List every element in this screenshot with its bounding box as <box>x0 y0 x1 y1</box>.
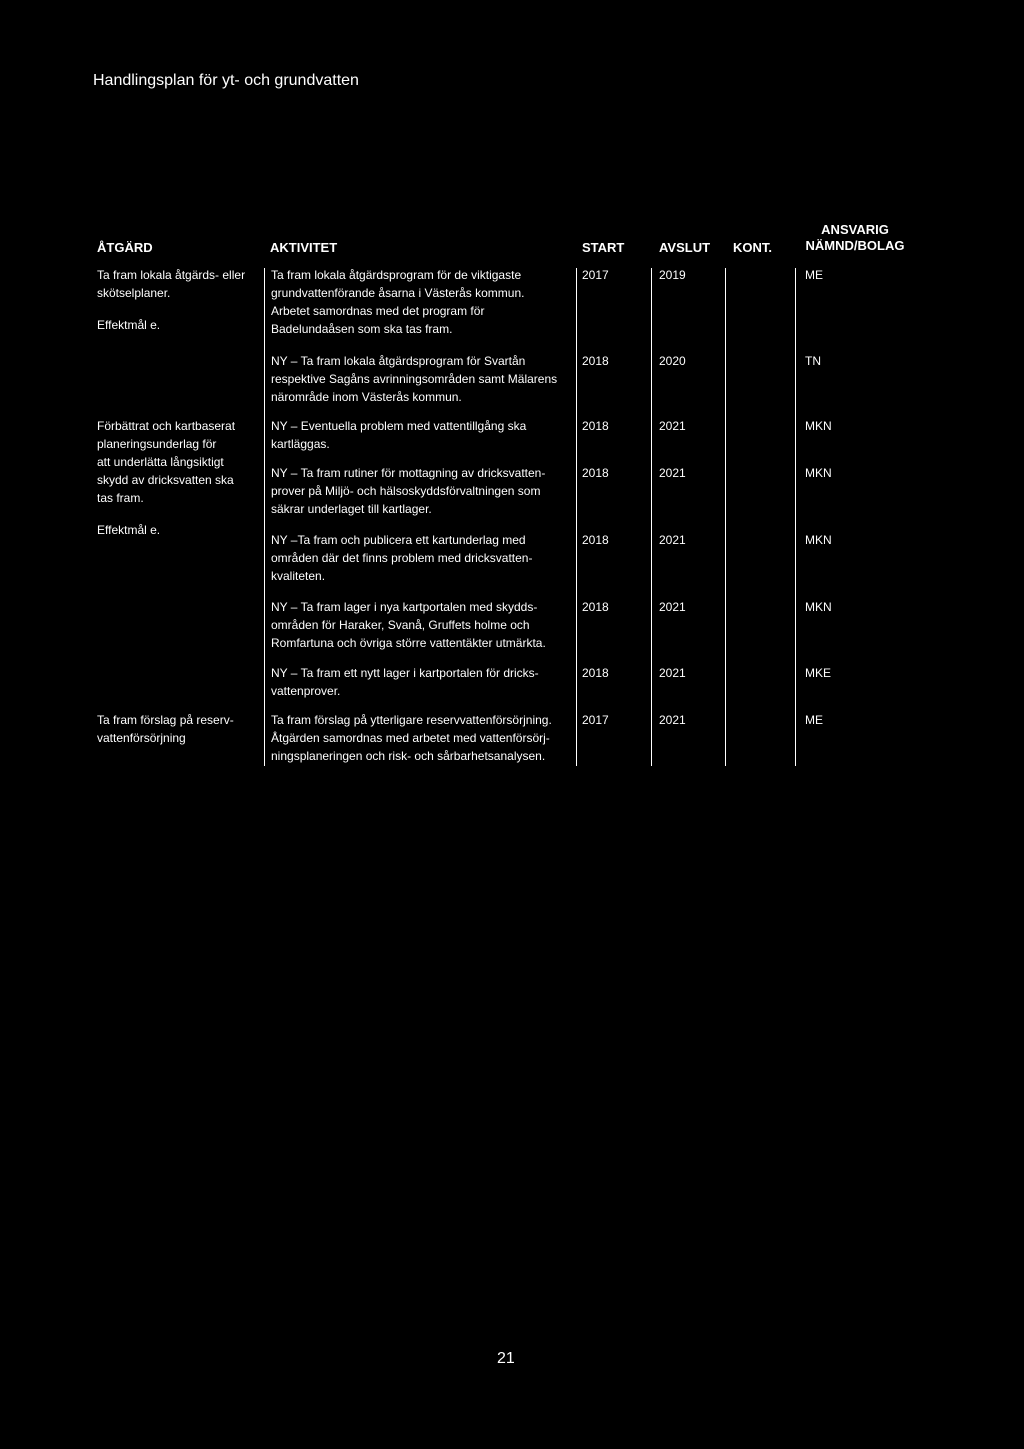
avslut-year: 2021 <box>659 419 686 433</box>
start-year: 2017 <box>582 713 609 727</box>
header-start: START <box>582 240 625 255</box>
aktivitet-line: närområde inom Västerås kommun. <box>271 390 462 404</box>
atgard-line: vattenförsörjning <box>97 731 186 745</box>
column-divider <box>576 268 577 766</box>
aktivitet-line: kartläggas. <box>271 437 330 451</box>
aktivitet-line: vattenprover. <box>271 684 341 698</box>
header-ansvarig <box>805 222 905 254</box>
ansvarig-value: MKN <box>805 600 832 614</box>
aktivitet-line: kvaliteten. <box>271 569 326 583</box>
header-ansvarig-line1: ANSVARIG <box>821 222 889 237</box>
aktivitet-row <box>271 531 532 585</box>
start-year: 2017 <box>582 268 609 282</box>
header-ansvarig-line2: NÄMND/BOLAG <box>805 238 905 253</box>
aktivitet-line: grundvattenförande åsarna i Västerås kommun. <box>271 286 525 300</box>
ansvarig-value: MKN <box>805 466 832 480</box>
aktivitet-row <box>271 664 539 700</box>
aktivitet-row <box>271 266 524 338</box>
header-kont: KONT. <box>733 240 772 255</box>
aktivitet-row <box>271 711 552 765</box>
atgard-line: att underlätta långsiktigt <box>97 455 224 469</box>
ansvarig-value: ME <box>805 713 823 727</box>
ansvarig-value: TN <box>805 354 821 368</box>
ansvarig-value: ME <box>805 268 823 282</box>
start-year: 2018 <box>582 666 609 680</box>
start-year: 2018 <box>582 533 609 547</box>
avslut-year: 2021 <box>659 666 686 680</box>
aktivitet-line: NY – Ta fram ett nytt lager i kartportalen för dricks- <box>271 666 539 680</box>
aktivitet-line: Ta fram förslag på ytterligare reservvattenförsörjning. <box>271 713 552 727</box>
atgard-lokala-atgardsplaner <box>97 266 245 334</box>
avslut-year: 2021 <box>659 466 686 480</box>
avslut-year: 2021 <box>659 533 686 547</box>
atgard-line: Förbättrat och kartbaserat <box>97 419 236 433</box>
aktivitet-line: NY – Ta fram rutiner för mottagning av dricksvatten- <box>271 466 546 480</box>
column-divider <box>725 268 726 766</box>
start-year: 2018 <box>582 600 609 614</box>
aktivitet-row <box>271 352 557 406</box>
aktivitet-line: Åtgärden samordnas med arbetet med vattenförsörj- <box>271 731 550 745</box>
ansvarig-value: MKN <box>805 419 832 433</box>
aktivitet-line: respektive Sagåns avrinningsområden samt Mälarens <box>271 372 558 386</box>
atgard-planeringsunderlag <box>97 417 235 539</box>
header-atgard: ÅTGÄRD <box>97 240 153 255</box>
aktivitet-row <box>271 464 545 518</box>
avslut-year: 2021 <box>659 713 686 727</box>
atgard-reservvattenforsorjning <box>97 711 234 747</box>
aktivitet-line: områden där det finns problem med dricksvatten- <box>271 551 533 565</box>
aktivitet-line: Ta fram lokala åtgärdsprogram för de viktigaste <box>271 268 522 282</box>
page-title: Handlingsplan för yt- och grundvatten <box>93 72 359 89</box>
avslut-year: 2019 <box>659 268 686 282</box>
atgard-line: planeringsunderlag för <box>97 437 217 451</box>
header-aktivitet: AKTIVITET <box>270 240 338 255</box>
aktivitet-line: NY – Ta fram lokala åtgärdsprogram för Svartån <box>271 354 526 368</box>
start-year: 2018 <box>582 419 609 433</box>
atgard-line: tas fram. <box>97 491 144 505</box>
header-avslut: AVSLUT <box>659 240 711 255</box>
column-divider <box>651 268 652 766</box>
atgard-line: Ta fram förslag på reserv- <box>97 713 234 727</box>
atgard-line: skydd av dricksvatten ska <box>97 473 234 487</box>
ansvarig-value: MKE <box>805 666 832 680</box>
aktivitet-line: Arbetet samordnas med det program för <box>271 304 485 318</box>
atgard-line: Ta fram lokala åtgärds- eller <box>97 268 246 282</box>
aktivitet-line: ningsplaneringen och risk- och sårbarhetsanalysen. <box>271 749 546 763</box>
aktivitet-line: Badelundaåsen som ska tas fram. <box>271 322 453 336</box>
aktivitet-line: prover på Miljö- och hälsoskyddsförvaltningen som <box>271 484 541 498</box>
atgard-line: skötselplaner. <box>97 286 171 300</box>
aktivitet-row <box>271 417 526 453</box>
aktivitet-line: Romfartuna och övriga större vattentäkter utmärkta. <box>271 636 546 650</box>
aktivitet-row <box>271 598 546 652</box>
aktivitet-line: säkrar underlaget till kartlager. <box>271 502 432 516</box>
aktivitet-line: NY –Ta fram och publicera ett kartunderlag med <box>271 533 526 547</box>
page-number: 21 <box>497 1350 515 1367</box>
column-divider <box>264 268 265 766</box>
aktivitet-line: NY – Ta fram lager i nya kartportalen med skydds- <box>271 600 538 614</box>
avslut-year: 2021 <box>659 600 686 614</box>
effektmal-label: Effektmål e. <box>97 523 161 537</box>
avslut-year: 2020 <box>659 354 686 368</box>
effektmal-label: Effektmål e. <box>97 318 161 332</box>
column-divider <box>795 268 796 766</box>
start-year: 2018 <box>582 466 609 480</box>
aktivitet-line: områden för Haraker, Svanå, Gruffets holme och <box>271 618 530 632</box>
start-year: 2018 <box>582 354 609 368</box>
ansvarig-value: MKN <box>805 533 832 547</box>
aktivitet-line: NY – Eventuella problem med vattentillgång ska <box>271 419 527 433</box>
